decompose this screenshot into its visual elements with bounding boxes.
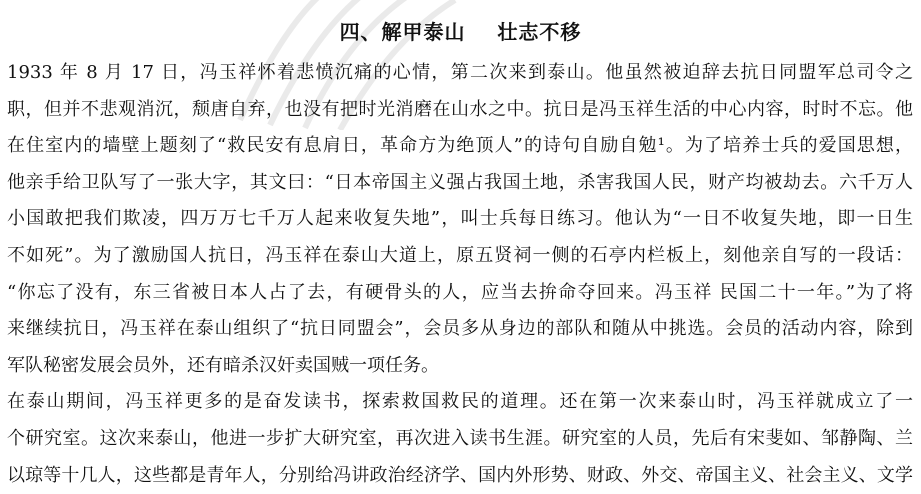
- text-line: 个研究室。这次来泰山，他进一步扩大研究室，再次进入读书生涯。研究室的人员，先后有宋斐如、邹静陶、兰: [7, 427, 913, 449]
- text-line: 来继续抗日，冯玉祥在泰山组织了“抗日同盟会”，会员多从身边的部队和随从中挑选。会员的活动内容，除到: [7, 318, 913, 340]
- text-line: 1933 年 8 月 17 日，冯玉祥怀着悲愤沉痛的心情，第二次来到泰山。他虽然被迫辞去抗日同盟军总司令之: [7, 62, 913, 83]
- text-line: 不如死”。为了激励国人抗日，冯玉祥在泰山大道上，原五贤祠一侧的石亭内栏板上，刻他亲自写的一段话：: [7, 244, 913, 266]
- text-line: 在泰山期间，冯玉祥更多的是奋发读书，探索救国救民的道理。还在第一次来泰山时，冯玉祥就成立了一: [7, 391, 913, 413]
- text-line: 小国敢把我们欺凌，四万万七千万人起来收复失地”，叫士兵每日练习。他认为“一日不收复失地，即一日生: [7, 208, 913, 230]
- section-heading: 四、解甲泰山 壮志不移: [339, 20, 582, 44]
- text-line: 以琼等十几人，这些都是青年人，分别给冯讲政治经济学、国内外形势、财政、外交、帝国主义、社会主义、文学: [7, 464, 913, 486]
- text-line: 他亲手给卫队写了一张大字，其文曰：“日本帝国主义强占我国土地，杀害我国人民，财产均被劫去。六千万人: [7, 171, 913, 193]
- body-text: [7, 55, 913, 494]
- text-line: 军队秘密发展会员外，还有暗杀汉奸卖国贼一项任务。: [7, 354, 439, 376]
- text-line: “你忘了没有，东三省被日本人占了去，有硬骨头的人，应当去拚命夺回来。冯玉祥 民国二十一年。”为了将: [7, 281, 913, 303]
- text-line: 在住室内的墙壁上题刻了“救民安有息肩日，革命方为绝顶人”的诗句自励自勉¹。为了培养士兵的爱国思想，: [7, 135, 913, 157]
- text-line: 职，但并不悲观消沉，颓唐自弃，也没有把时光消磨在山水之中。抗日是冯玉祥生活的中心内容，时时不忘。他: [7, 98, 913, 120]
